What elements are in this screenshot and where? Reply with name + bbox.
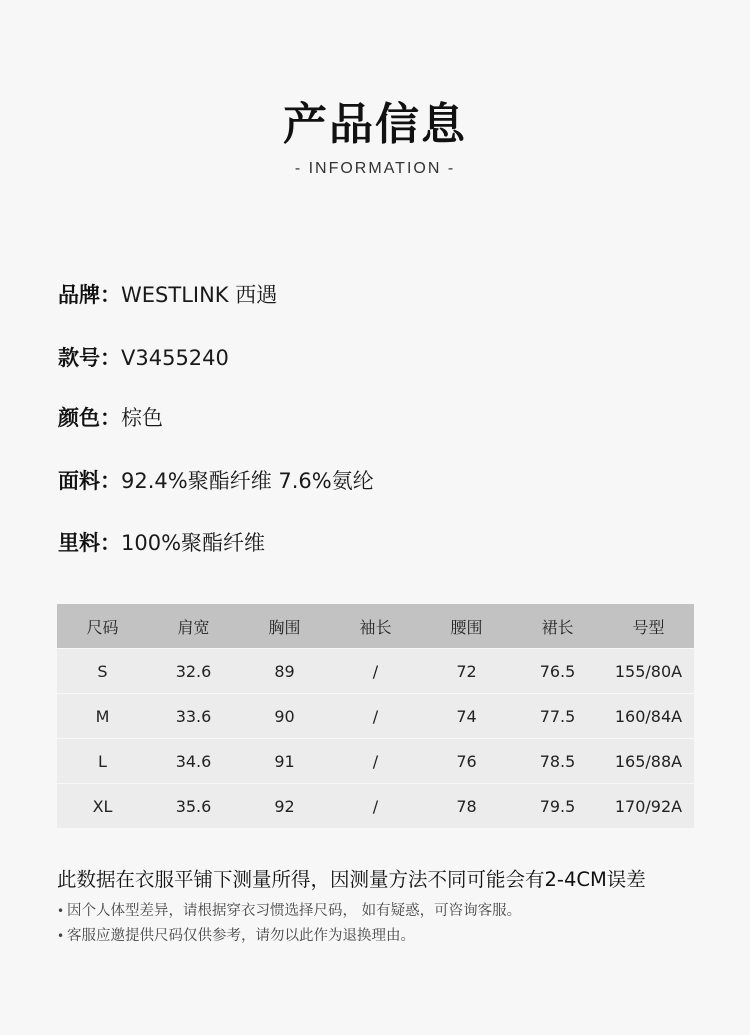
- size-table-header-row: [57, 604, 694, 649]
- info-value: 100%聚酯纤维: [121, 531, 266, 555]
- column-header: 胸围: [239, 604, 330, 649]
- bullet-icon: •: [57, 904, 65, 918]
- table-cell: 72: [421, 649, 512, 694]
- page-title: 产品信息: [283, 99, 467, 150]
- table-cell: 160/84A: [603, 694, 694, 739]
- note-item: [57, 899, 521, 920]
- bullet-icon: •: [57, 929, 65, 943]
- page-subtitle: - INFORMATION -: [294, 160, 456, 177]
- info-label: 款号：: [58, 346, 121, 370]
- table-row: [57, 649, 694, 694]
- info-lining: [58, 527, 265, 557]
- table-cell: 92: [239, 784, 330, 829]
- table-cell: 155/80A: [603, 649, 694, 694]
- info-style-number: [58, 342, 229, 372]
- info-color: [58, 402, 163, 432]
- table-row: [57, 694, 694, 739]
- table-cell: 76: [421, 739, 512, 784]
- table-cell: 74: [421, 694, 512, 739]
- info-value: WESTLINK 西遇: [121, 283, 278, 307]
- column-header: 号型: [603, 604, 694, 649]
- note-text: 因个人体型差异，请根据穿衣习惯选择尺码， 如有疑惑，可咨询客服。: [67, 903, 522, 919]
- table-cell: /: [330, 649, 421, 694]
- measurement-note-heading: 此数据在衣服平铺下测量所得，因测量方法不同可能会有2-4CM误差: [57, 868, 646, 891]
- table-cell: 77.5: [512, 694, 603, 739]
- info-fabric: [58, 465, 374, 495]
- table-row: [57, 784, 694, 829]
- column-header: 尺码: [57, 604, 148, 649]
- table-cell: 78: [421, 784, 512, 829]
- table-cell: 76.5: [512, 649, 603, 694]
- table-row: [57, 739, 694, 784]
- table-cell: M: [57, 694, 148, 739]
- column-header: 腰围: [421, 604, 512, 649]
- info-value: V3455240: [121, 346, 229, 370]
- table-cell: 170/92A: [603, 784, 694, 829]
- table-cell: 34.6: [148, 739, 239, 784]
- table-cell: 91: [239, 739, 330, 784]
- info-brand: [58, 279, 277, 309]
- table-cell: 32.6: [148, 649, 239, 694]
- info-label: 里料：: [58, 531, 121, 555]
- table-cell: 165/88A: [603, 739, 694, 784]
- info-label: 面料：: [58, 469, 121, 493]
- size-table: [57, 604, 694, 828]
- table-cell: /: [330, 694, 421, 739]
- table-cell: 78.5: [512, 739, 603, 784]
- info-value: 92.4%聚酯纤维 7.6%氨纶: [121, 469, 374, 493]
- column-header: 裙长: [512, 604, 603, 649]
- info-label: 颜色：: [58, 406, 121, 430]
- note-item: [57, 924, 415, 945]
- table-cell: S: [57, 649, 148, 694]
- info-value: 棕色: [121, 406, 163, 430]
- table-cell: 89: [239, 649, 330, 694]
- info-label: 品牌：: [58, 283, 121, 307]
- column-header: 肩宽: [148, 604, 239, 649]
- table-cell: 33.6: [148, 694, 239, 739]
- table-cell: 79.5: [512, 784, 603, 829]
- table-cell: XL: [57, 784, 148, 829]
- table-cell: L: [57, 739, 148, 784]
- table-cell: 90: [239, 694, 330, 739]
- table-cell: 35.6: [148, 784, 239, 829]
- table-cell: /: [330, 739, 421, 784]
- note-text: 客服应邀提供尺码仅供参考，请勿以此作为退换理由。: [67, 928, 415, 944]
- table-cell: /: [330, 784, 421, 829]
- column-header: 袖长: [330, 604, 421, 649]
